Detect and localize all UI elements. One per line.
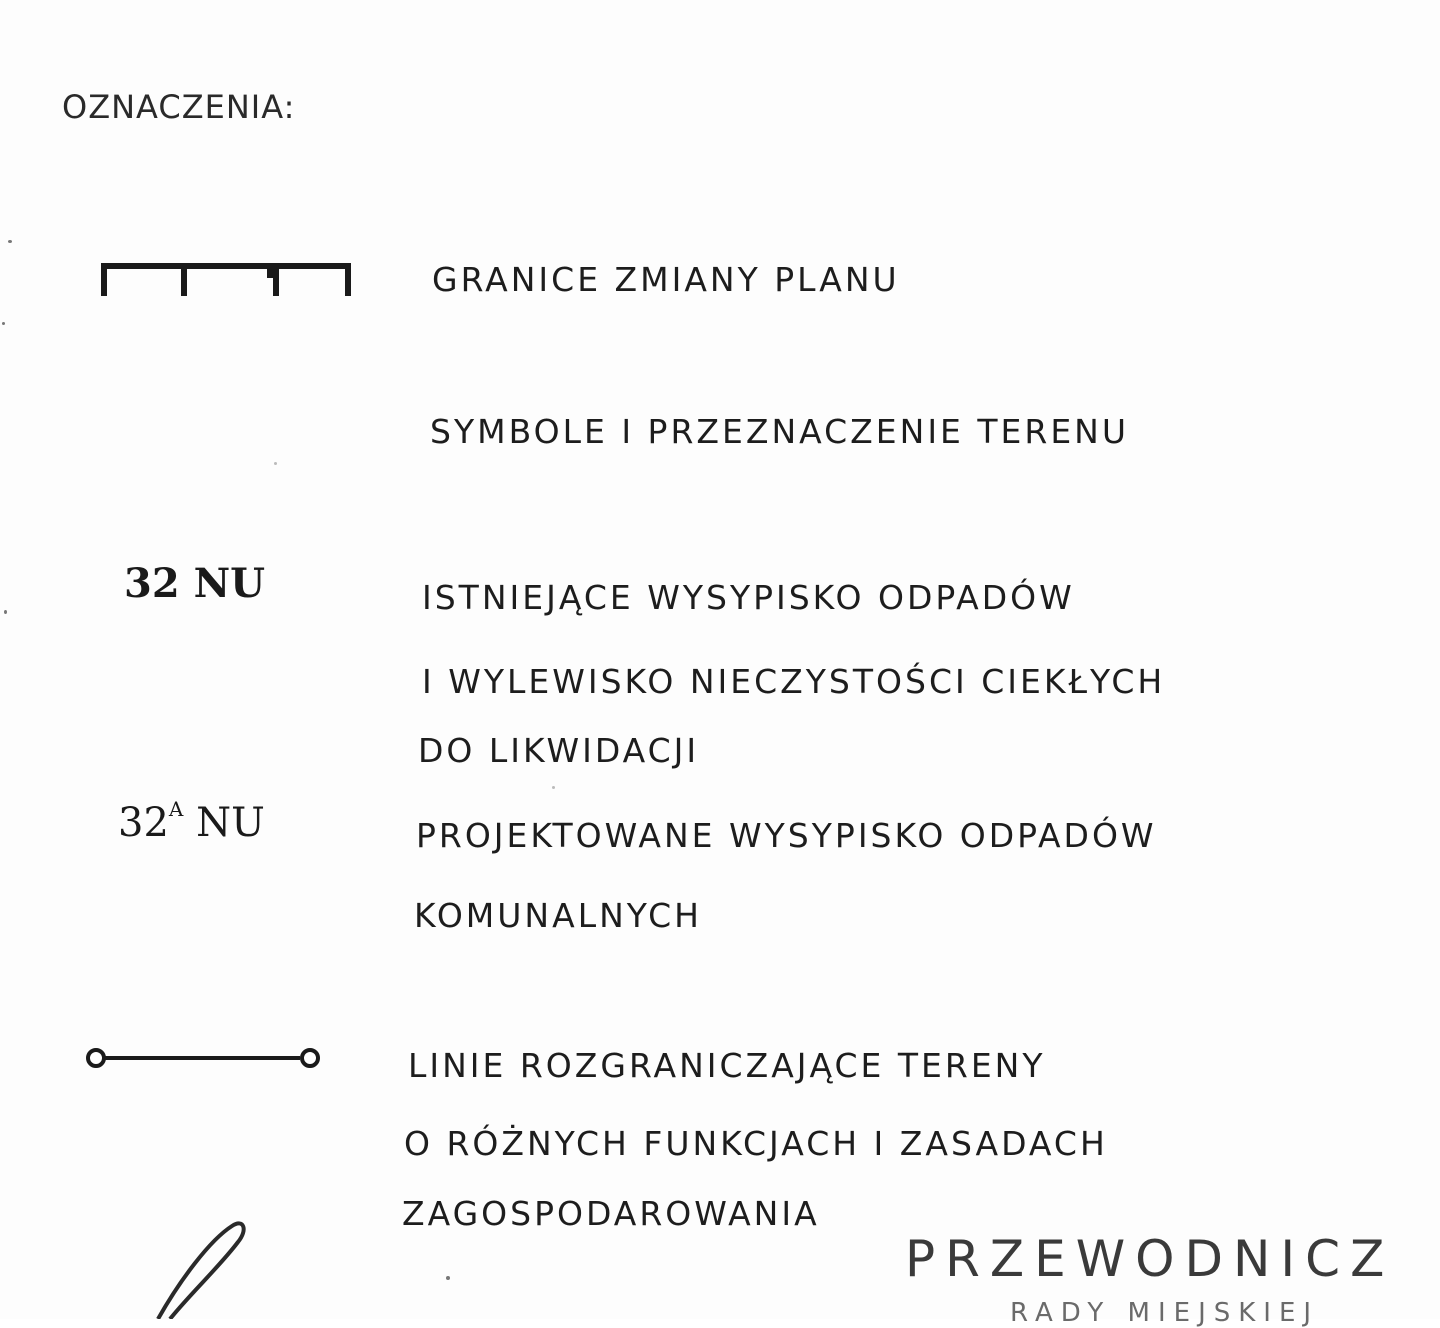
- scan-speck: [8, 240, 12, 243]
- scan-speck: [446, 1276, 450, 1280]
- legend-item-32-nu-line-2: I WYLEWISKO NIECZYSTOŚCI CIEKŁYCH: [422, 662, 1166, 701]
- stamp-subtitle: RADY MIEJSKIEJ: [1010, 1298, 1320, 1328]
- legend-item-boundary: GRANICE ZMIANY PLANU: [432, 260, 900, 299]
- stamp-title: PRZEWODNICZ: [905, 1230, 1395, 1288]
- legend-item-dividing-line-3: ZAGOSPODAROWANIA: [402, 1194, 820, 1233]
- legend-item-symbols-heading: SYMBOLE I PRZEZNACZENIE TERENU: [430, 412, 1130, 451]
- signature-stroke: [140, 1220, 260, 1319]
- symbol-32a-suffix: NU: [183, 800, 265, 846]
- legend-item-32a-nu-line-2: KOMUNALNYCH: [414, 896, 702, 935]
- scan-speck: [4, 610, 7, 614]
- legend-item-32-nu-line-1: ISTNIEJĄCE WYSYPISKO ODPADÓW: [422, 578, 1075, 617]
- symbol-32a-superscript: A: [168, 796, 184, 821]
- symbol-32a-nu: [118, 796, 265, 846]
- dividing-line-icon: [84, 1044, 324, 1072]
- legend-item-32-nu-line-3: DO LIKWIDACJI: [418, 731, 700, 770]
- scan-speck: [552, 786, 555, 789]
- symbol-32a-number: 32: [118, 800, 169, 846]
- symbol-32-nu: 32 NU: [124, 560, 266, 607]
- legend-item-32a-nu-line-1: PROJEKTOWANE WYSYPISKO ODPADÓW: [416, 816, 1157, 855]
- legend-item-dividing-line-2: O RÓŻNYCH FUNKCJACH I ZASADACH: [404, 1124, 1108, 1163]
- legend-item-dividing-line-1: LINIE ROZGRANICZAJĄCE TERENY: [408, 1046, 1046, 1085]
- hatched-boundary-icon: [100, 258, 352, 302]
- legend-heading: OZNACZENIA:: [62, 88, 296, 126]
- scan-speck: [274, 462, 277, 465]
- scan-speck: [2, 322, 5, 325]
